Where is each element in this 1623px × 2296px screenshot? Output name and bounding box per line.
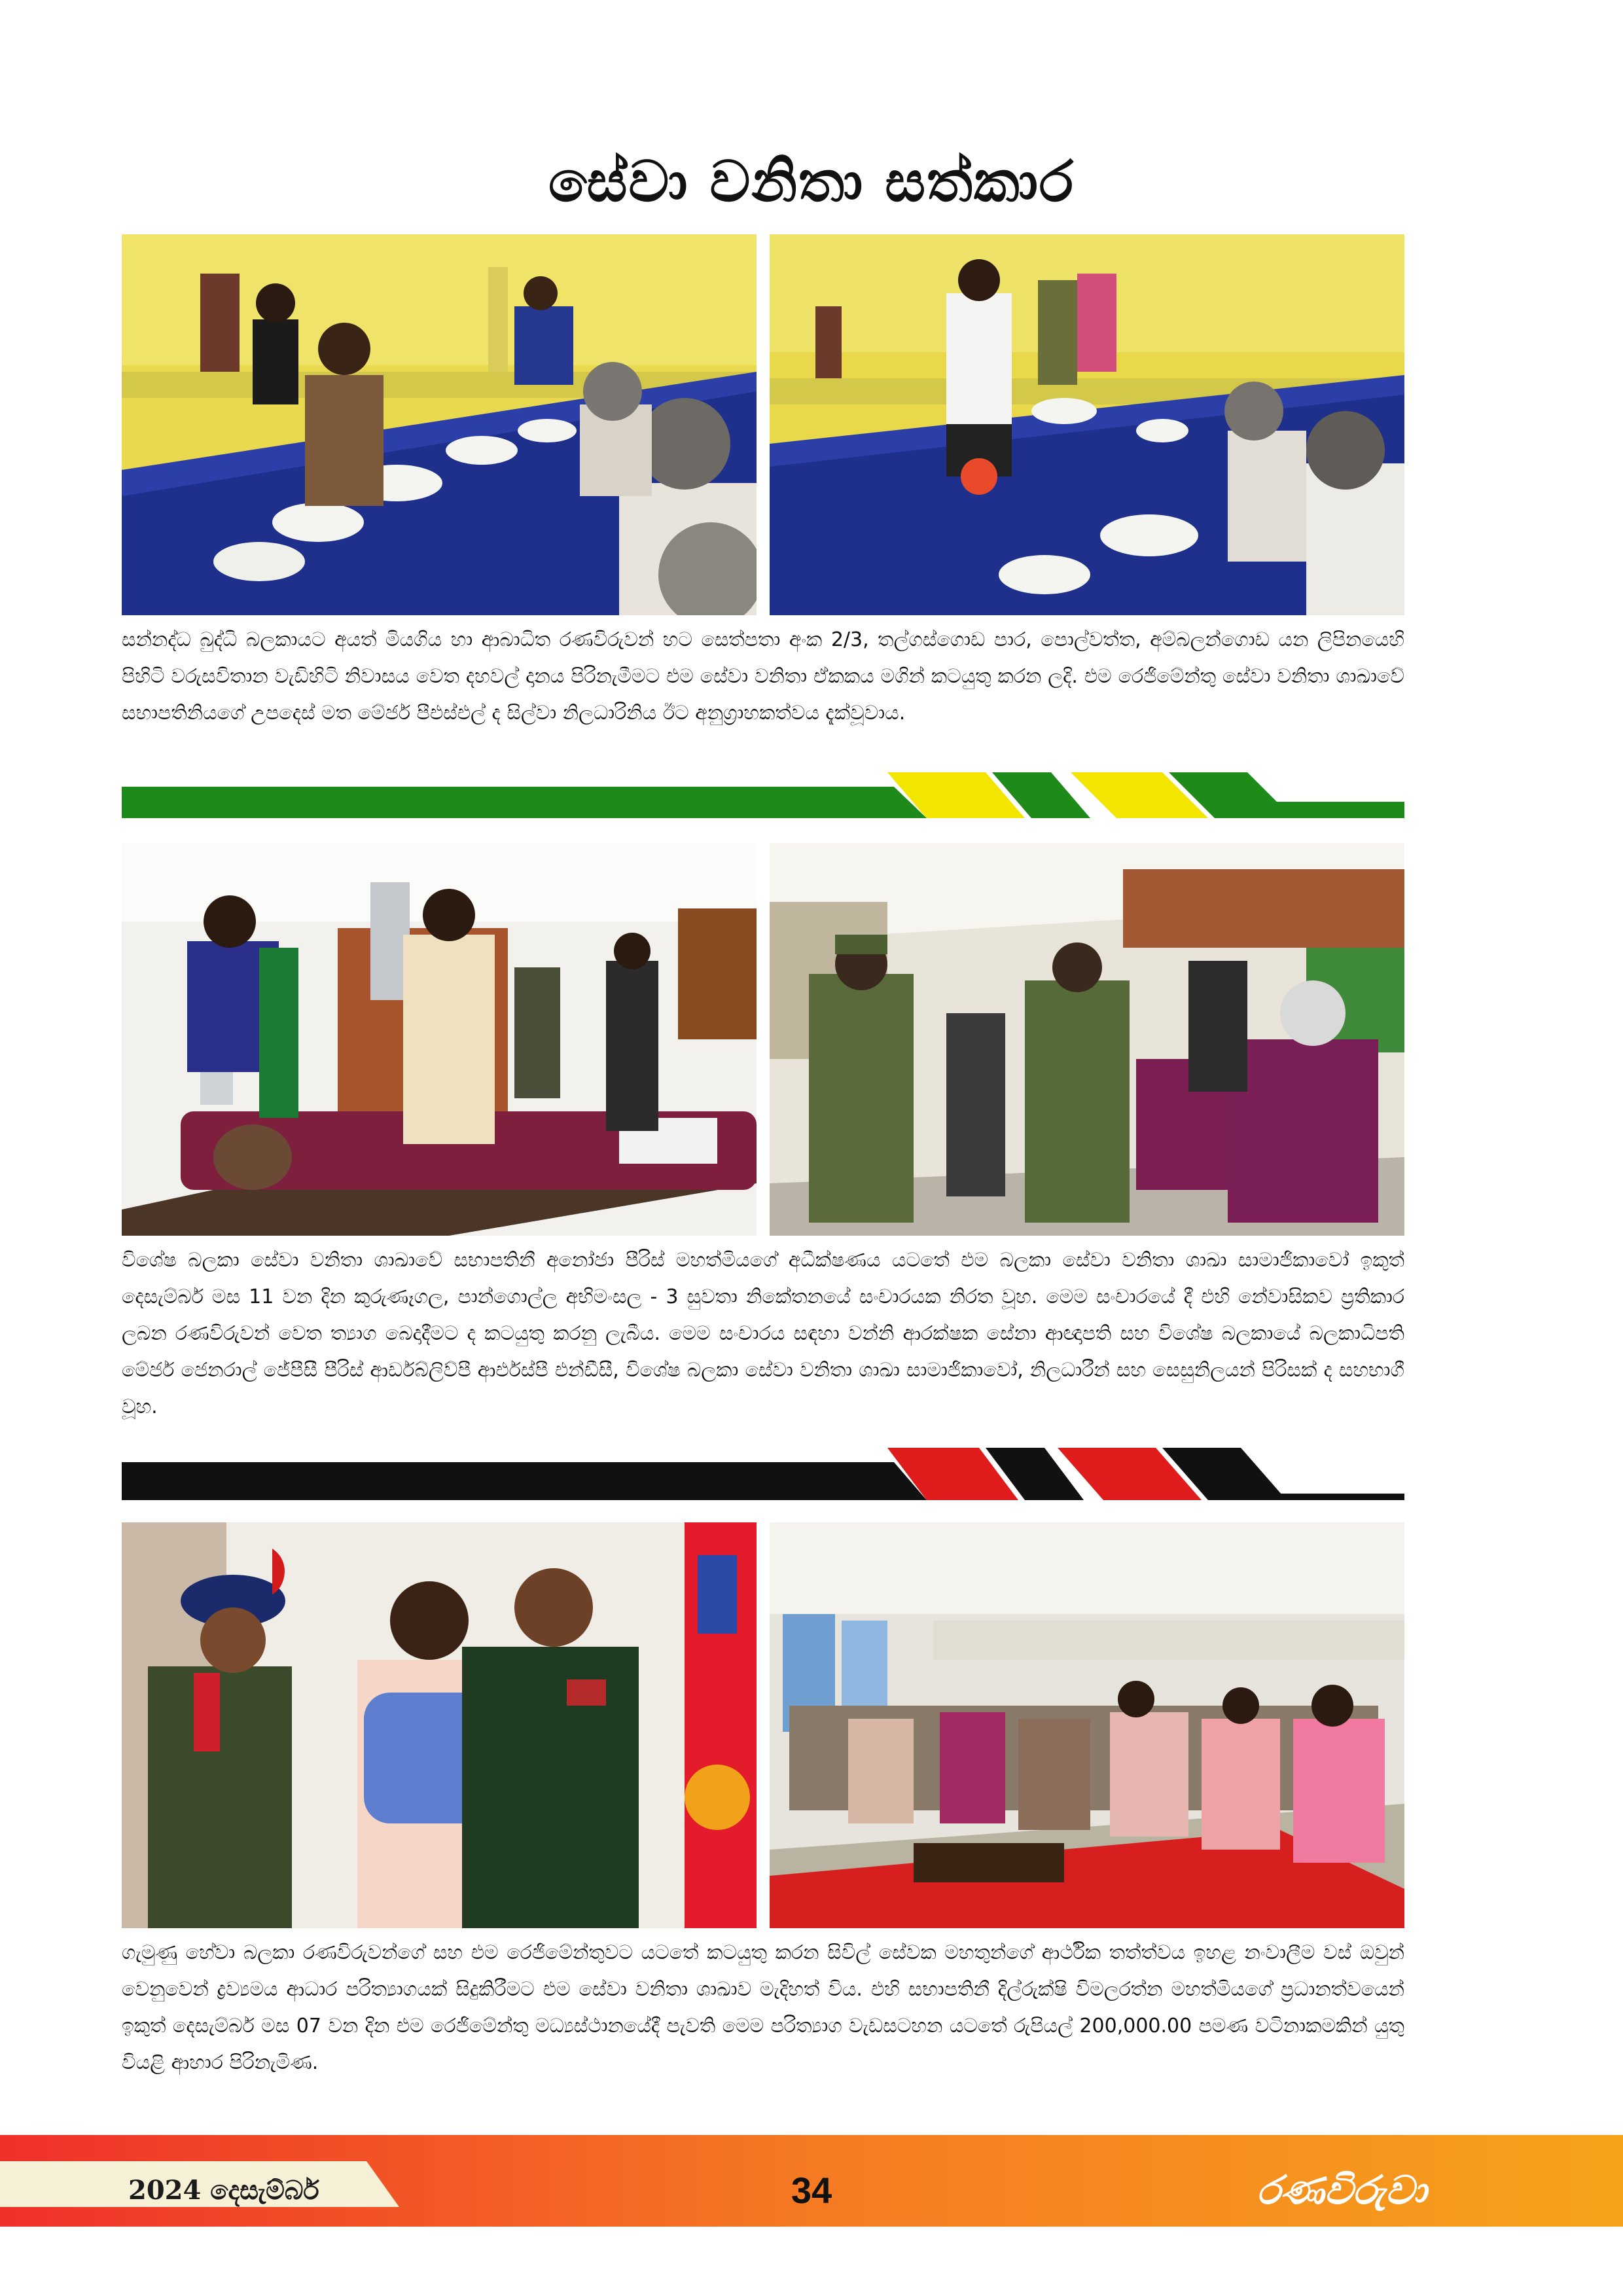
photo-elderly-meal-serving-left [122, 234, 757, 615]
caption-section-2: විශේෂ බලකා සේවා වනිතා ශාඛාවේ සභාපතිනී අනෝජා පීරිස් මහත්මියගේ අධීක්ෂණය යටතේ එම බලකා සේවා වනිතා ශාඛා සාමාජිකාවෝ ඉකුත් දෙසැම්බර් මස 11 වන දින කුරුණෑගල, පාන්ගොල්ල අභිමංසල - 3 සුවතා නිකේතනයේ සංචාරයක නිරත වූහ. මෙම සංචාරයේ දී එහි නේවාසිකව ප්‍රතිකාර ලබන රණවිරුවන් වෙත ත්‍යාග බෙදාදීමට ද කටයුතු කරනු ලැබීය. මෙම සංචාරය සඳහා වන්නි ආරක්ෂක සේනා ආඥාපති සහ විශේෂ බලකායේ බලකාධිපති මේජර් ජෙනරාල් ජේපීසී පීරිස් ආර්ඩබ්ලිව්පී ආර්එස්පී එන්ඩීසී, විශේෂ බලකා සේවා වනිතා ශාඛා සාමාජිකාවෝ, නිලධාරීන් සහ සෙසුනිලයන් පිරිසක් ද සහභාගී වූහ. [122, 1249, 1404, 1418]
photo-elderly-meal-serving-right [770, 234, 1404, 615]
magazine-logo: රණවිරුවා [1257, 2168, 1427, 2214]
photo-dry-ration-handover [122, 1522, 757, 1928]
photo-special-forces-visit [770, 843, 1404, 1236]
divider-green-yellow [0, 772, 1623, 831]
footer-date: 2024 දෙසැම්බර් [128, 2175, 319, 2206]
divider-black-red [0, 1448, 1623, 1507]
page-title: සේවා වනිතා සත්කාර [548, 149, 1075, 215]
caption-section-3: ගැමුණු හේවා බලකා රණවිරුවන්ගේ සහ එම රෙජිමේන්තුවට යටතේ කටයුතු කරන සිවිල් සේවක මහතුන්ගේ ආර්ථික තත්ත්වය ඉහළ නංවාලීම වස් ඔවුන් වෙනුවෙන් ද්‍රව්‍යමය ආධාර පරිත්‍යාගයක් සිදුකිරීමට එම සේවා වනිතා ශාඛාව මැදිහත් විය. එහි සභාපතිනී දිල්රුක්ෂි විමලරත්න මහත්මියගේ ප්‍රධානත්වයෙන් ඉකුත් දෙසැම්බර් මස 07 වන දින එම රෙජිමේන්තු මධ්‍යස්ථානයේදී පැවති මෙම පරිත්‍යාග වැඩසටහන යටතේ රුපියල් 200,000.00 පමණ වටිනාකමකින් යුතු වියළි ආහාර පිරිනැමිණ. [122, 1941, 1404, 2074]
page-number: 34 [791, 2170, 832, 2211]
caption-section-1: සන්නද්ධ බුද්ධි බලකායට අයත් මියගිය හා ආබාධිත රණවිරුවන් හට සෙත්පතා අංක 2/3, තල්ගස්ගොඩ පාර, පොල්වත්ත, අම්බලන්ගොඩ යන ලිපිනයෙහි පිහිටි වරුසවිතාන වැඩිහිටි නිවාසය වෙත දහවල් දානය පිරිනැමීමට එම සේවා වනිතා ඒකකය මගින් කටයුතු කරන ලදි. එම රෙජිමේන්තු සේවා වනිතා ශාඛාවේ සභාපතිනියගේ උපදෙස් මත මේජර් පීඑස්එල් ද සිල්වා නිලධාරිනිය ඊට අනුග්‍රාහකත්වය දැක්වූවාය. [122, 628, 1404, 725]
photo-hall-ceremony [770, 1522, 1404, 1928]
photo-physio-visit [122, 843, 757, 1236]
